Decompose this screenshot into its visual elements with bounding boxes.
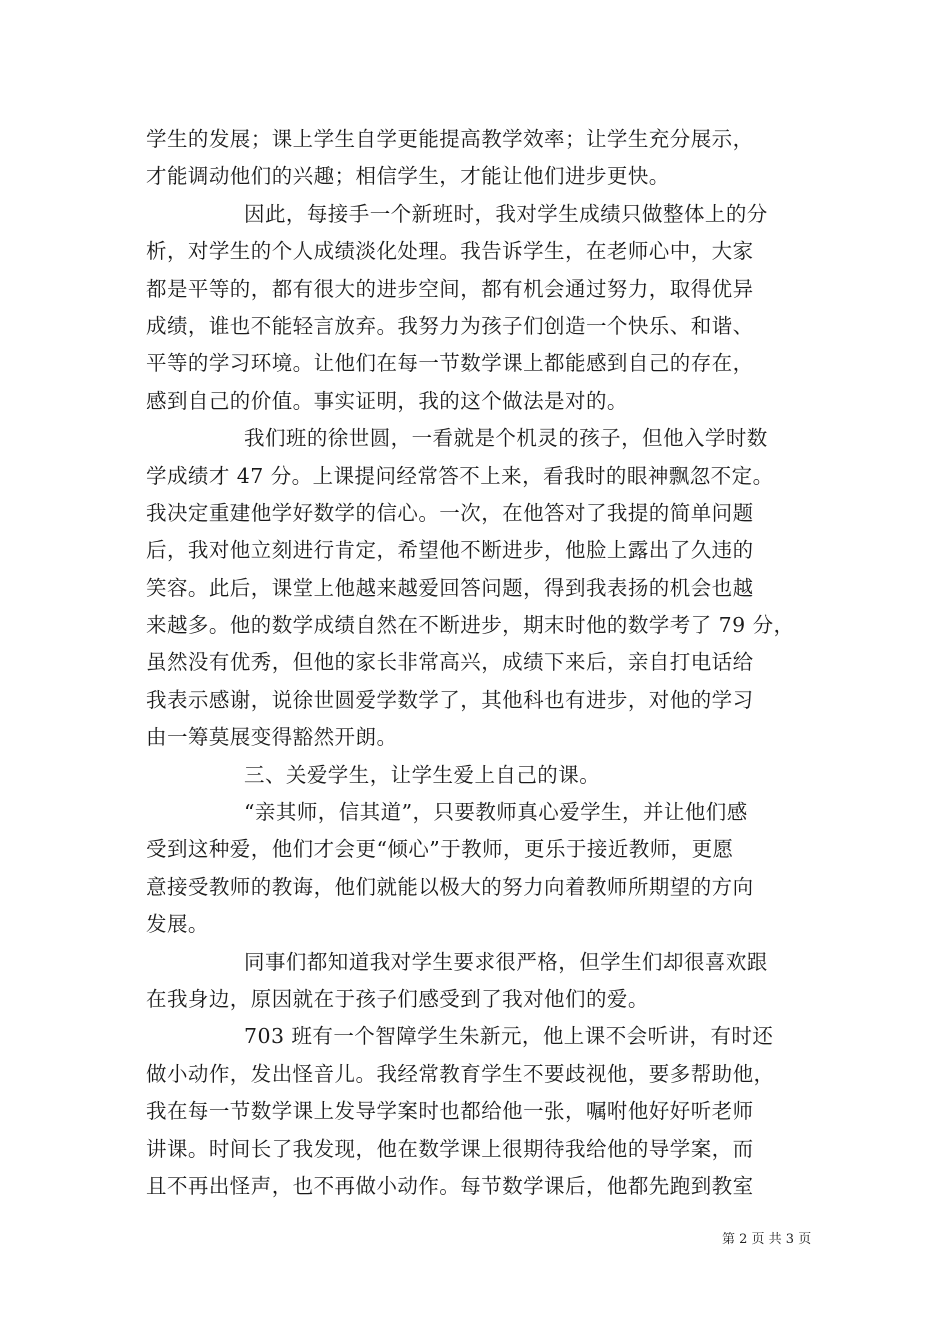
- paragraph-start-line: 同事们都知道我对学生要求很严格，但学生们却很喜欢跟: [244, 949, 768, 974]
- text-line: 虽然没有优秀，但他的家长非常高兴，成绩下来后，亲自打电话给: [146, 650, 754, 675]
- text-line: 发展。: [146, 912, 209, 937]
- text-line: 成绩，谁也不能轻言放弃。我努力为孩子们创造一个快乐、和谐、: [146, 313, 754, 338]
- text-line: 由一筹莫展变得豁然开朗。: [146, 725, 398, 750]
- text-line: 感到自己的价值。事实证明，我的这个做法是对的。: [146, 388, 628, 413]
- text-line: 且不再出怪声，也不再做小动作。每节数学课后，他都先跑到教室: [146, 1173, 754, 1198]
- text-line: 我在每一节数学课上发导学案时也都给他一张，嘱咐他好好听老师: [146, 1099, 754, 1124]
- body-text: [146, 121, 826, 1205]
- page-number-footer: 第 2 页 共 3 页: [722, 1232, 812, 1247]
- paragraph-start-line: 我们班的徐世圆，一看就是个机灵的孩子，但他入学时数: [244, 426, 768, 451]
- text-line: 意接受教师的教诲，他们就能以极大的努力向着教师所期望的方向: [146, 874, 754, 899]
- text-line: 受到这种爱，他们才会更“倾心”于教师，更乐于接近教师，更愿: [146, 837, 734, 862]
- text-line: 才能调动他们的兴趣；相信学生，才能让他们进步更快。: [146, 164, 670, 189]
- text-line: 析，对学生的个人成绩淡化处理。我告诉学生，在老师心中，大家: [146, 239, 754, 264]
- text-line: 我表示感谢，说徐世圆爱学数学了，其他科也有进步，对他的学习: [146, 687, 754, 712]
- text-line: 都是平等的，都有很大的进步空间，都有机会通过努力，取得优异: [146, 276, 754, 301]
- text-line: 笑容。此后，课堂上他越来越爱回答问题，得到我表扬的机会也越: [146, 575, 754, 600]
- paragraph-start-line: 703 班有一个智障学生朱新元，他上课不会听讲，有时还: [244, 1024, 774, 1049]
- paragraph-start-line: “亲其师，信其道”，只要教师真心爱学生，并让他们感: [244, 800, 748, 825]
- text-line: 学成绩才 47 分。上课提问经常答不上来，看我时的眼神飘忽不定。: [146, 463, 774, 488]
- text-line: 后，我对他立刻进行肯定，希望他不断进步，他脸上露出了久违的: [146, 538, 754, 563]
- paragraph-start-line: 因此，每接手一个新班时，我对学生成绩只做整体上的分: [244, 201, 768, 226]
- text-line: 学生的发展；课上学生自学更能提高教学效率；让学生充分展示，: [146, 127, 754, 151]
- text-line: 讲课。时间长了我发现，他在数学课上很期待我给他的导学案，而: [146, 1136, 754, 1161]
- section-heading: 三、关爱学生，让学生爱上自己的课。: [244, 762, 601, 787]
- text-line: 我决定重建他学好数学的信心。一次，在他答对了我提的简单问题: [146, 500, 754, 525]
- text-line: 在我身边，原因就在于孩子们感受到了我对他们的爱。: [146, 986, 649, 1011]
- text-line: 来越多。他的数学成绩自然在不断进步，期末时他的数学考了 79 分，: [146, 613, 795, 638]
- text-line: 做小动作，发出怪音儿。我经常教育学生不要歧视他，要多帮助他，: [146, 1061, 775, 1086]
- text-line: 平等的学习环境。让他们在每一节数学课上都能感到自己的存在，: [146, 351, 754, 376]
